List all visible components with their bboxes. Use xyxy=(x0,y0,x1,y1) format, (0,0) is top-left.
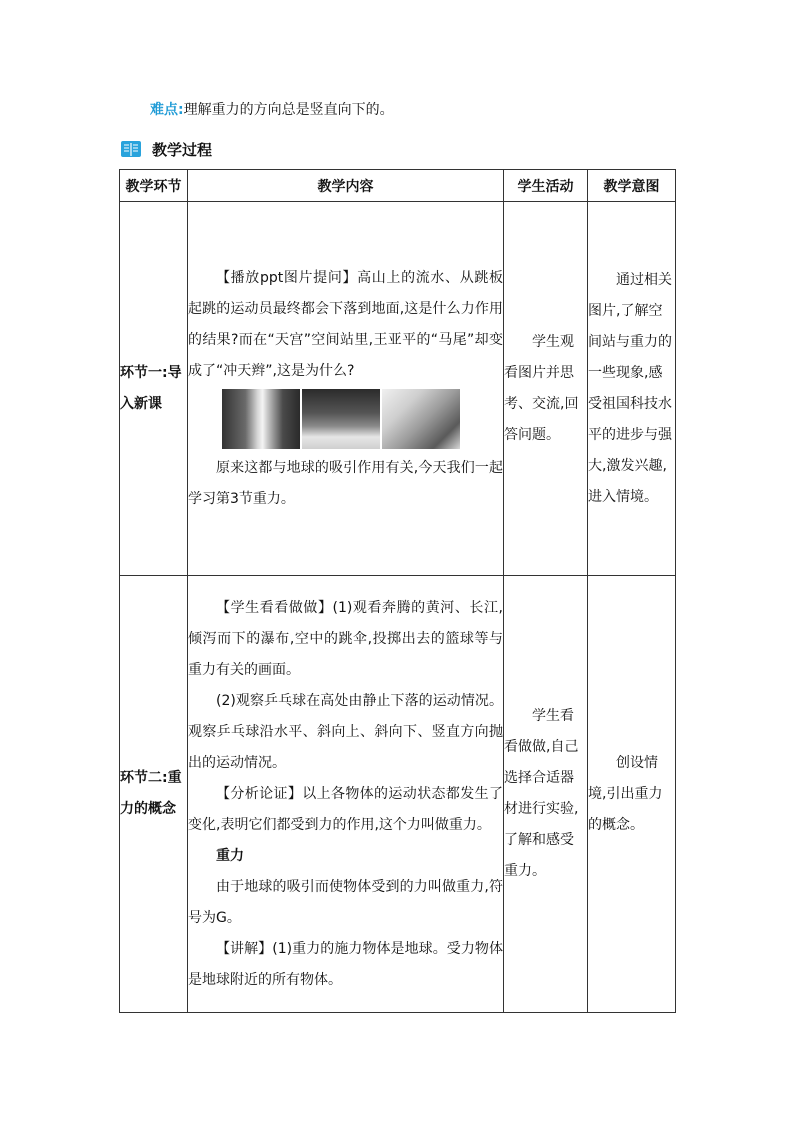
difficulty-label: 难点: xyxy=(150,102,184,118)
intent-cell xyxy=(588,202,676,576)
section-title: 教学过程 xyxy=(152,140,213,159)
content-paragraph: 原来这都与地球的吸引作用有关,今天我们一起学习第3节重力。 xyxy=(188,459,503,507)
content-paragraph: 【播放ppt图片提问】高山上的流水、从跳板起跳的运动员最终都会下落到地面,这是什么力作用的结果?而在“天宫”空间站里,王亚平的“马尾”却变成了“冲天辫”,这是为什么? xyxy=(188,269,503,379)
header-activity: 学生活动 xyxy=(504,170,588,202)
activity-text: 学生观看图片并思考、交流,回答问题。 xyxy=(504,333,579,443)
content-paragraph: 【分析论证】以上各物体的运动状态都发生了变化,表明它们都受到力的作用,这个力叫做重力。 xyxy=(188,785,503,833)
table-row xyxy=(120,202,676,576)
table-row xyxy=(120,576,676,1013)
content-cell xyxy=(188,202,504,576)
content-paragraph: 【讲解】(1)重力的施力物体是地球。受力物体是地球附近的所有物体。 xyxy=(188,940,503,988)
activity-text: 学生看看做做,自己选择合适器材进行实验,了解和感受重力。 xyxy=(504,708,579,879)
difficulty-text: 理解重力的方向总是竖直向下的。 xyxy=(183,102,394,118)
intro-images xyxy=(222,389,503,449)
section-heading xyxy=(120,138,212,160)
activity-cell xyxy=(504,202,588,576)
waterfall-photo xyxy=(222,389,300,449)
diver-photo xyxy=(302,389,380,449)
content-paragraph: 【学生看看做做】(1)观看奔腾的黄河、长江,倾泻而下的瀑布,空中的跳伞,投掷出去的篮球等与重力有关的画面。 xyxy=(188,599,503,678)
header-intent: 教学意图 xyxy=(588,170,676,202)
space-station-photo xyxy=(382,389,460,449)
content-subheading: 重力 xyxy=(216,847,244,864)
difficulty-line xyxy=(150,100,394,120)
teaching-process-table xyxy=(119,169,676,1013)
intent-text: 通过相关图片,了解空间站与重力的一些现象,感受祖国科技水平的进步与强大,激发兴趣,进入情境。 xyxy=(588,271,672,505)
book-icon xyxy=(120,139,142,159)
content-paragraph: (2)观察乒乓球在高处由静止下落的运动情况。观察乒乓球沿水平、斜向上、斜向下、竖直方向抛出的运动情况。 xyxy=(188,692,503,771)
content-paragraph: 由于地球的吸引而使物体受到的力叫做重力,符号为G。 xyxy=(188,878,503,926)
activity-cell xyxy=(504,576,588,1013)
stage-cell: 环节二:重力的概念 xyxy=(120,576,188,1013)
table-header-row xyxy=(120,170,676,202)
header-content: 教学内容 xyxy=(188,170,504,202)
intent-cell xyxy=(588,576,676,1013)
stage-cell: 环节一:导入新课 xyxy=(120,202,188,576)
header-stage: 教学环节 xyxy=(120,170,188,202)
intent-text: 创设情境,引出重力的概念。 xyxy=(588,754,663,833)
content-cell xyxy=(188,576,504,1013)
